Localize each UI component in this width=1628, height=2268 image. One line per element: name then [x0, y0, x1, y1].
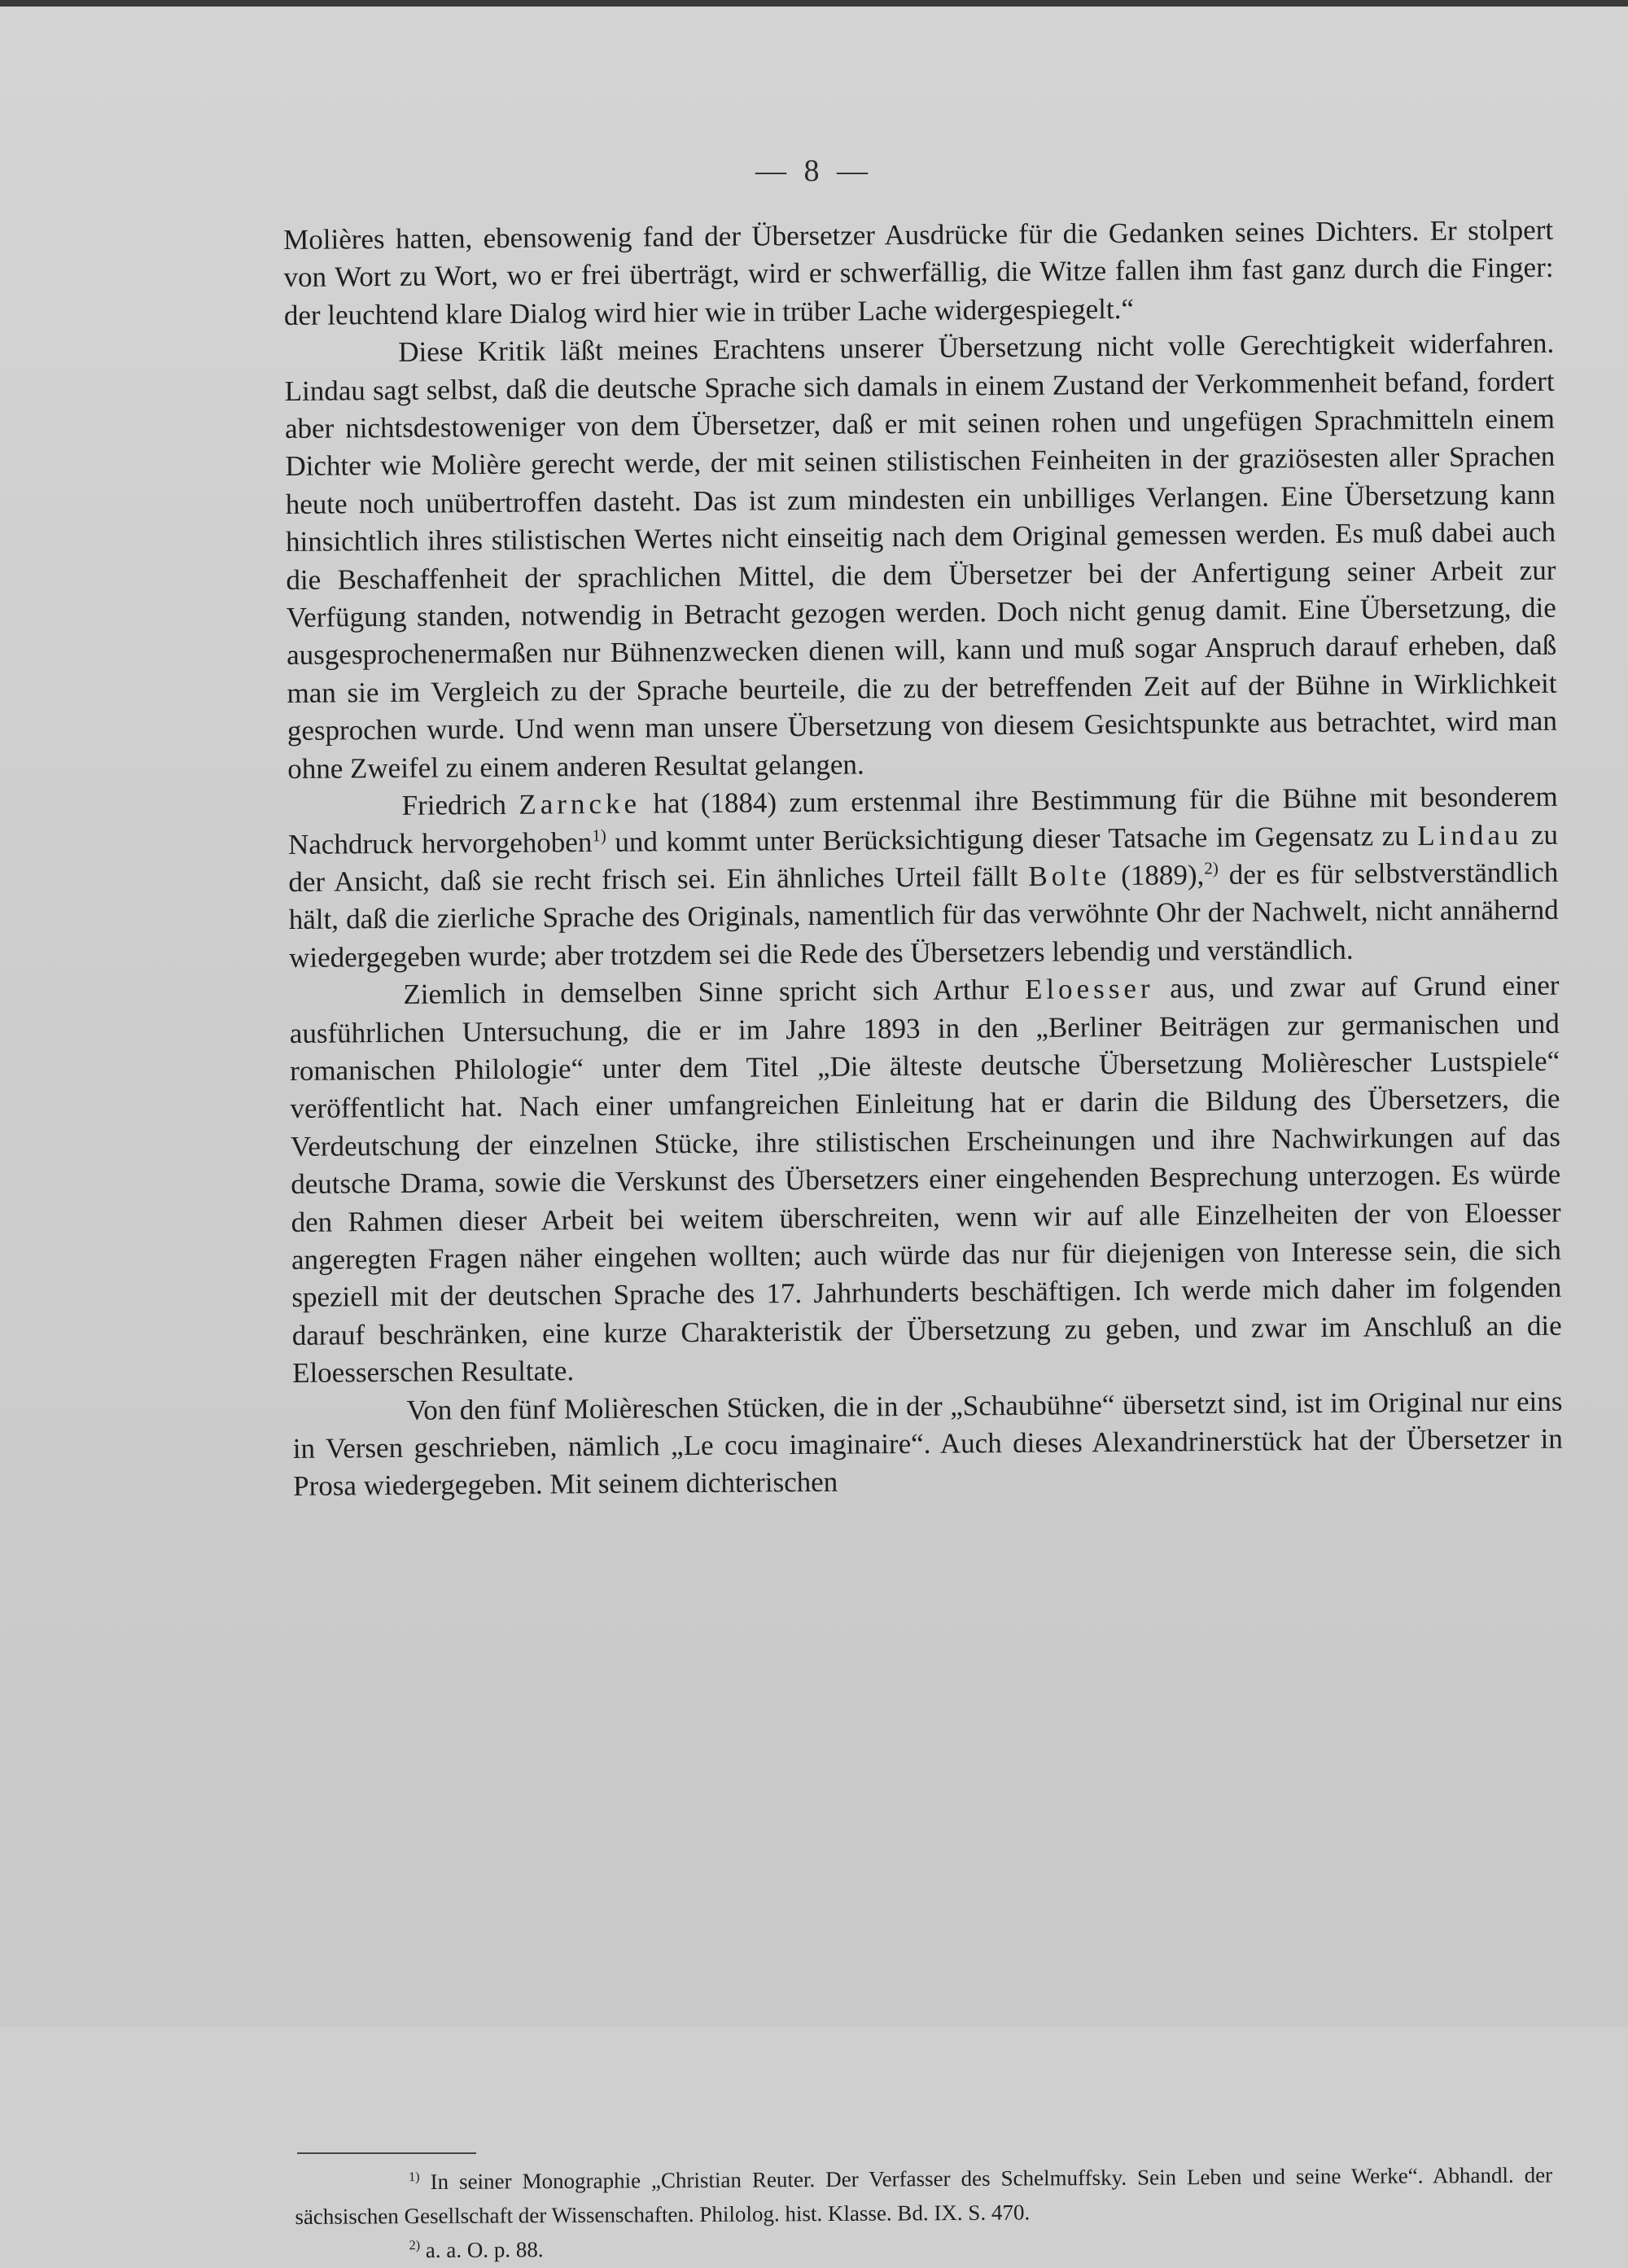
- author-name-eloesser: Eloesser: [1024, 972, 1154, 1005]
- page-number: — 8 —: [755, 154, 873, 188]
- paragraph-text: (1889),: [1110, 859, 1205, 891]
- footnote-marker: 1): [409, 2169, 420, 2185]
- paragraph-text: zu der Ansicht, daß sie recht frisch sei. Ein ähnliches Urteil fällt: [288, 818, 1559, 898]
- paragraph-2: [284, 325, 1557, 788]
- scan-edge: [0, 0, 1628, 7]
- footnote-marker: 2): [409, 2238, 421, 2253]
- footnote-2: [295, 2226, 1553, 2268]
- author-name-bolte: Bolte: [1028, 859, 1111, 892]
- paragraph-5: [292, 1382, 1563, 1505]
- paragraph-text: Von den fünf Molièreschen Stücken, die in der „Schaubühne“ übersetzt sind, ist im Original nur eins in Versen geschrieben, nämlich „Le cocu imaginaire“. Auch dieses Alexandrinerstück hat der Übersetzer in Prosa wiedergegeben. Mit seinem dichterischen: [292, 1385, 1563, 1503]
- author-name-lindau: Lindau: [1417, 818, 1523, 852]
- paragraph-text: Ziemlich in demselben Sinne spricht sich Arthur: [403, 973, 1026, 1010]
- paragraph-3: [287, 778, 1559, 977]
- paragraph-text: hat (1884) zum erstenmal ihre Bestimmung für die Bühne mit besonderem Nachdruck hervorgehoben: [287, 780, 1558, 860]
- footnote-ref-2: 2): [1204, 858, 1219, 878]
- footnote-ref-1: 1): [592, 825, 606, 845]
- paragraph-4: [289, 967, 1562, 1393]
- footnote-text: a. a. O. p. 88.: [425, 2237, 544, 2263]
- footnotes: [295, 2158, 1553, 2268]
- paragraph-1: [283, 212, 1554, 335]
- footnote-1: [295, 2158, 1552, 2234]
- paragraph-text: aus, und zwar auf Grund einer ausführlichen Untersuchung, die er im Jahre 1893 in den „Berliner Beiträgen zur germanischen und romanischen Philologie“ unter dem Titel „Die älteste deutsche Übersetzung Molièrescher Lustspiele“ veröffentlicht hat. Nach einer umfangreichen Einleitung hat er darin die Bildung des Übersetzers, die Verdeutschung der einzelnen Stücke, ihre stilistischen Erscheinungen und ihre Nachwirkungen auf das deutsche Drama, sowie die Verskunst des Übersetzers einer eingehenden Besprechung unterzogen. Es würde den Rahmen dieser Arbeit bei weitem überschreiten, wenn wir auf alle Einzelheiten der von Eloesser angeregten Fragen näher eingehen wollten; auch würde das nur für diejenigen von Interesse sein, die sich speziell mit der deutschen Sprache des 17. Jahrhunderts beschäftigen. Ich werde mich daher im folgenden darauf beschränken, eine kurze Charakteristik der Übersetzung zu geben, und zwar im Anschluß an die Eloesserschen Resultate.: [289, 969, 1562, 1390]
- paragraph-text: Diese Kritik läßt meines Erachtens unserer Übersetzung nicht volle Gerechtigkeit widerfahren. Lindau sagt selbst, daß die deutsche Sprache sich damals in einem Zustand der Verkommenheit befand, fordert aber nichtsdestoweniger von dem Übersetzer, daß er mit seinen rohen und ungefügen Sprachmitteln einem Dichter wie Molière gerecht werde, der mit seinen stilistischen Feinheiten in der graziösesten aller Sprachen heute noch unübertroffen dasteht. Das ist zum mindesten ein unbilliges Verlangen. Eine Übersetzung kann hinsichtlich ihres stilistischen Wertes nicht einseitig nach dem Original gemessen werden. Es muß dabei auch die Beschaffenheit der sprachlichen Mittel, die dem Übersetzer bei der Anfertigung seiner Arbeit zur Verfügung standen, notwendig in Betracht gezogen werden. Doch nicht genug damit. Eine Übersetzung, die ausgesprochenermaßen nur Bühnenzwecken dienen will, kann und muß sogar Anspruch darauf erheben, daß man sie im Vergleich zu der Sprache beurteile, die zu der betreffenden Zeit auf der Bühne in Wirklichkeit gesprochen wurde. Und wenn man unsere Übersetzung von diesem Gesichtspunkte aus betrachtet, wird man ohne Zweifel zu einem anderen Resultat gelangen.: [284, 326, 1558, 785]
- author-name-zarncke: Zarncke: [519, 787, 641, 821]
- paragraph-text: der es für selbstverständlich hält, daß die zierliche Sprache des Originals, namentlich für das verwöhnte Ohr der Nachwelt, nicht annähernd wiedergegeben wurde; aber trotzdem sei die Rede des Übersetzers lebendig und verständlich.: [288, 856, 1559, 974]
- footnote-divider: [297, 2152, 476, 2154]
- body-text: [283, 212, 1563, 1506]
- paragraph-text: Friedrich: [401, 788, 519, 821]
- paragraph-text: und kommt unter Berücksichtigung dieser Tatsache im Gegensatz zu: [606, 819, 1418, 858]
- paragraph-text: Molières hatten, ebensowenig fand der Übersetzer Ausdrücke für die Gedanken seines Dichters. Er stolpert von Wort zu Wort, wo er frei überträgt, wird er schwerfällig, die Witze fallen ihm fast ganz durch die Finger: der leuchtend klare Dialog wird hier wie in trüber Lache widergespiegelt.“: [283, 213, 1554, 331]
- footnote-text: In seiner Monographie „Christian Reuter. Der Verfasser des Schelmuffsky. Sein Leben und seine Werke“. Abhandl. der sächsischen Gesellschaft der Wissenschaften. Philolog. hist. Klasse. Bd. IX. S. 470.: [295, 2162, 1553, 2229]
